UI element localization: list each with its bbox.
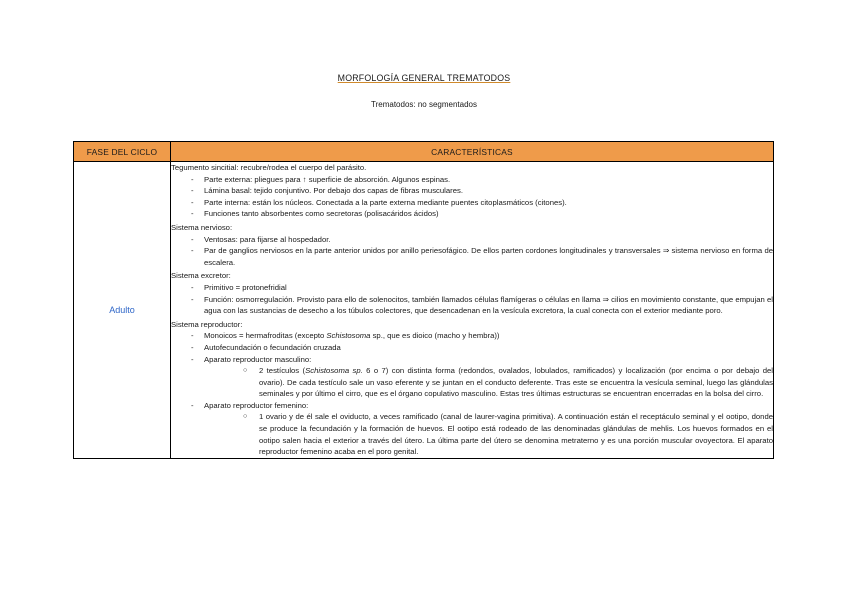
male-system-label: Aparato reproductor masculino: [204,354,312,364]
section-tegumento [171,162,773,220]
list-item: - Par de ganglios nerviosos en la parte anterior unidos por anillo periesofágico. De ellos parten cordones longitudinales y transversales ⇒ sistema nervioso en forma de escalera. [171,245,773,268]
male-system-list [204,365,773,400]
header-features: CARACTERÍSTICAS [171,142,774,162]
section-reproductor [171,319,773,458]
list-item: - Primitivo = protonefridial [171,282,773,294]
table-row [74,162,774,459]
list-item [171,354,773,400]
monoicos-text-start: Monoicos = hermafroditas (excepto [204,331,327,341]
table-header-row [74,142,774,162]
list-item: - Funciones tanto absorbentes como secretoras (polisacáridos ácidos) [171,208,773,220]
list-item: - Ventosas: para fijarse al hospedador. [171,234,773,246]
section-heading: Sistema reproductor: [171,319,243,329]
section-heading: Sistema excretor: [171,271,231,281]
section-excretor [171,270,773,316]
section-heading: Tegumento sincitial: recubre/rodea el cuerpo del parásito. [171,163,367,172]
phase-cell: Adulto [74,162,171,459]
monoicos-text-end: sp., que es dioico (macho y hembra)) [370,331,500,341]
sub-list-item [204,365,773,400]
sub-list-item: ○ 1 ovario y de él sale el oviducto, a veces ramificado (canal de laurer-vagina primitiva). A continuación están el receptáculo seminal y el ootipo, donde se produce la fecundación y la formación de huevos. El ootipo está rodeado de las denominadas glándulas de mehlis. Los huevos formados en el ootipo salen hacia el exterior a través del útero. La última parte del útero se denomina metraterno y es una porción muscular ovoyectora. El aparato reproductor femenino acaba en el poro genital. [204,411,773,457]
species-name: Schistosoma [326,331,371,341]
list-item: - Lámina basal: tejido conjuntivo. Por debajo dos capas de fibras musculares. [171,185,773,197]
nervioso-list [171,234,773,269]
male-text-start: 2 testículos ( [259,366,306,376]
list-item: - Autofecundación o fecundación cruzada [171,342,773,354]
species-name: Schistosoma sp. [305,366,363,376]
list-item: - Función: osmorregulación. Provisto para ello de solenocitos, también llamados células flamígeras o células en llama ⇒ cilios en movimiento constante, que empujan el agua con las sustancias de desecho a los túbulos colectores, que desencadenan en la vesícula excretora, la cual conecta con el exterior mediante poro. [171,294,773,317]
document-title: MORFOLOGÍA GENERAL TREMATODOS [337,73,511,83]
section-heading: Sistema nervioso: [171,222,233,232]
features-cell [171,162,774,459]
header-phase: FASE DEL CICLO [74,142,171,162]
list-item [171,330,773,342]
morphology-table [73,141,774,459]
male-text-end: 6 o 7) con distinta forma (redondos, ovalados, lobulados, ramificados) y localización (por encima o por debajo del ovario). De cada testículo sale un vaso eferente y se juntan en el conducto deferente. Tras este se encuentra la vesícula seminal, luego las glándulas seminales y por último el cirro, que es el órgano copulativo masculino. Estas tres últimas estructuras se encuentran encerradas en la bolsa del cirro. [259,366,774,399]
tegumento-list [171,174,773,220]
list-item: - Parte interna: están los núcleos. Conectada a la parte externa mediante puentes citoplasmáticos (citones). [171,197,773,209]
document-subtitle: Trematodos: no segmentados [371,100,477,109]
section-nervioso [171,222,773,268]
excretor-list [171,282,773,317]
reproductor-list [171,330,773,458]
female-system-list [204,411,773,457]
female-system-label: Aparato reproductor femenino: [204,400,309,410]
list-item [171,400,773,458]
list-item: - Parte externa: pliegues para ↑ superficie de absorción. Algunos espinas. [171,174,773,186]
